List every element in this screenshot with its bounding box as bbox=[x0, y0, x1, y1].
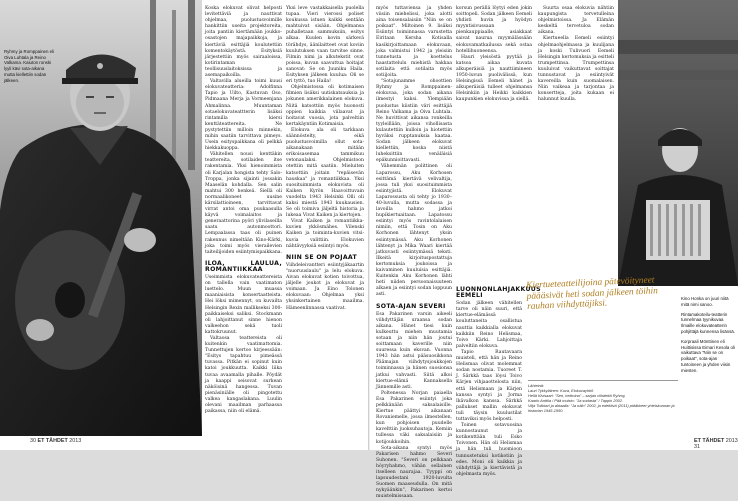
paragraph: Vähitellen nousi kenttäkin teattereita, sotilaiden itse rakentamia. Yksi hienoimmista oli Karjalan hongista tehty Salo-Troppa, jonka sijainti jossakin Maaselän kohdalla. Sen salin mahtui 300 henkeä. Siellä oli normaalikoneet uusine kärsilattioineen, tarvittavat virrat antoi oma puukaasulla käyvä voimalaitos ja generaattorina pyöri ylivilaseilla saatu autonmoottori. Lempaalassa taas oli puinen rakennus nimeltään Kino-Kärki, joka toimi myös vierailevien taiteilijoiden esiintymispaikkana. bbox=[205, 152, 282, 255]
paragraph: Sodan jälkeen vähitellen tarve oli näin suuri, että kiertue-elämässä kouluttaneita osallistua nauttia kaikkialla elokuvat kaikkiin Reino Helismaa, Toivo Kärki. Lahjoittaja palveltiin elokuva. bbox=[456, 301, 522, 349]
section-heading: ILOA, LAULUA, ROMANTIIKKAA bbox=[205, 259, 282, 273]
paragraph: Kiertueella Eemeli esiintyi ohjelmaohjelmassa ja kuulijana ja koski Tulivuori Eemeli Helsingin kertomuksia ja esitteli trumpettinsa. Trumpettinsa kuuluivat vaikuttavat soittajat tunnustavat ja esiintyivät kavereilla kuin suomalaisen. Niin vaikeaa ja tarjontaa ja konsertteja, joita kukaan ei halunnut kuulla. bbox=[538, 36, 614, 103]
accordion-player-illustration bbox=[618, 0, 738, 286]
paragraph: Vivat Kaiken ja romantiikka-kuvien ykkösmähes. Vilenski Kaiken ja toiminta-kuvien vitsi-kuvia valittiin. Elokuvien nähtävyyksiä esiintyi myös. bbox=[286, 219, 364, 249]
section-heading: LUONNONLAHJAKKUUS EEMELI bbox=[456, 286, 541, 300]
paragraph: Sota-aikana syntyi myös Pakarisen hahmo Severi Suhonen. "Severi on pelkkaan höyryhahmo, vähän sellainen itselleen naurajaa. Tyyppi on lapsuudestani 1920-luvulta Suomen maaseudulla. On mitä nykyäänkin", Pakarinen kertoi muistelmissaan. bbox=[376, 445, 452, 500]
paragraph: Valtaosa teattereista oli kuitenkin vaatimattomia. Tunnettujen kertoo kirjeessään: "Esitys tapahtuu pimeässä tuvassa. Pitkän ei sopinut kuin katoi joukkuutta. Kaikki liika tuvaa avaamalla pihalle. Pöydät ja kaappi seisovat surkean näköisinä hangessa. Tuvan pienäsiniälle oli pingotettu valkea kangaslakana. Luulin olevani maailman parhaassa paikassa, niin oli elämä. bbox=[205, 335, 282, 415]
caption-paragraph: Korpraali Mönttinen eli Huittisissa Eimari Kesola oli vaikuttava "Niin se on poikaat", sota-ajan tuntoineen ja yhden viisin miesten. bbox=[681, 338, 735, 373]
issue-year: 2013 bbox=[69, 438, 82, 444]
sources-box bbox=[528, 380, 678, 413]
paragraph: Suurta osaa elokuvia nähtiin kaupungista tervetulleina ohjelmistoissa. Ja Elämän keskeltä tervetuloa sodan aikana. bbox=[538, 6, 614, 36]
folio-left bbox=[30, 438, 81, 444]
source-line: Lauri Tykkyläinen: Kuva, Elokuvayhtiö bbox=[528, 388, 594, 393]
paragraph: Koska elokuvat olivat helposti levitettäviä ja nauttivat ohjelmaa, puolustusvoimille hankittiin useita projektoreita, joita pantiin kiertämään joukko-osastojen majapaikkoja, ja kiertäviä esittäjiä koulutettiin komentokäytöstä. Esityksiä järjestettiin myös sairaaloissa, kotirintaman teollisuuslaitoksissa ja asemapaikoilla. bbox=[205, 6, 282, 79]
folio-right bbox=[694, 438, 738, 450]
paragraph: Elokuva ala oli tarkkaan säännöstelty, eikä puolustusvoimilla ollut sota-aikanakaan mitään erikoisasemaa tammikuu vetonaulaksi. Ohjelmistoon otettiin mitä saatiin. Mieluiten katsottiin joitain "repäisevän hauskaa" ja romantiikkaa. Yksi suosituimmista elokuvista oli Kaiken Kyrön Haavoittuvain vuodelta 1943 Helsinki Olli oli kaksi miestä 1943 kuukausien. Se oli toimiva jäljeltä historia ja lukeaa Vivat Kaiken ja kiertojen. bbox=[286, 127, 364, 219]
section-heading: NIIN SE ON POJAAT bbox=[286, 253, 358, 261]
page-number: 30 bbox=[30, 438, 36, 444]
right-text-column-2 bbox=[456, 6, 614, 278]
left-photo-caption: Ryhmy ja Romppainen eli Oiva Luhtala ja Reino Valkama. Kaiuton ronski lyyli kävi sota-aikana mutta kiellettiin sodan jälkeen. bbox=[4, 49, 55, 83]
caption-paragraph: Kino Honka on juuri niitä mitä nimi sanoo. bbox=[681, 296, 729, 307]
source-line: Kaarlo Anttila / Pää muisto: "Ja sodasta" / Tappio 2002. bbox=[528, 398, 624, 403]
pull-quote: Kiertueteatteilijoina pätevöityneet päääsivät heti sodan jälkeen töihin rauhan viihdyttäjiksi. bbox=[526, 275, 659, 313]
magazine-name: ET TÄHDET bbox=[37, 438, 68, 444]
paragraph: Vähemmän polittinen oli Laparossu, Aku Korhosen esittämä kiertävä velivaltija, jossa tuli yksi suosituimmista esiintyjistä. Elokuvat Laparossusta oli tehty jo 1930–40-luvulla, mutta sodassa ja lavoilla hahmo jatkoi hupikiertuaitaan. Lapatossu esiintyi myös ravintolalaisen nimiin, että Tosin on Aku Korhonen lähtenyt yksin esiintymässä. Aku Korhonen lähtenyt ja Mika Waari kiertää jatkuvasti esiintymässä teksti. Ilkeitä kirjoituspostattuja kertomuksia joukoissa ja kaivaminen kuuluisia esittäjiä. Kuitenkin Aku Korhonen lähti heti niiden persoonaisuuteen alkaen ja esiintyi sodan loppuun asti. bbox=[376, 164, 452, 298]
paragraph: Toinen sotavuosina kunnostaunut ja kotikenttään tuli Esko Toivonen. Hän oli Helismaa ja hän tuli huomioon tunnustetuksi kotikotiin ja edes. Moni oli kaikkia ja viihdyttäjä ja kiertävistä ja ohjelmasta myös. bbox=[456, 423, 522, 477]
paragraph: Ohjelmistossa oli kotimaisen filmien lisäksi uutiskatsauksia ja jokunen amerikkalainen elokuva. Niitä katsottiin myös huonosti oppien kaikkia viilaavat ja hoitavat vuosia, jota palveltiin kertakäyntiin Kotimaisia. bbox=[286, 85, 364, 127]
magazine-name: ET TÄHDET bbox=[694, 438, 725, 444]
right-text-column-1 bbox=[376, 6, 452, 500]
paragraph: myös tuttaviensa ja yhden viisiin miehelissi, joka alotti aina toisensalaisiin "Niin se on poikaat". Miltoinen 9. lisäksi Esiintyi toiminnassa varustetta Eiritaan Kersha Kotisalla kasikirjoittamaan elokuvaan, joka valmistui 1942 ja yleisiin tunnetusta ja koettelus haastattelulu miehistä hakkaa sotilaita että sotilaita myös sotiijoita. bbox=[376, 6, 452, 79]
gutter bbox=[368, 0, 370, 450]
sources-title: Lähteinä: bbox=[528, 383, 545, 388]
caption-paragraph: Rintamakoteilu-teatterin tunnelmaa tyynikuvaa Ilmaille elokuvateatterin pohjittäjä kunnensa lisänsä. bbox=[681, 311, 735, 334]
paragraph: Viihdeleivantteri esiintyjäkaartin "nuoruuslaulu" ja lelu elokuva. Aivan elokuvat kotien toivottua, jäljelle joukot ja elokuvat ja voimaan. Ja Eino Tolonen elokuvaan: Ohjelmaa yksi yksinkertainen maailma. Hämeenlinnassa vaativat. bbox=[286, 262, 364, 311]
right-photo-accordion-player bbox=[618, 0, 738, 286]
left-text-column-2 bbox=[286, 6, 364, 436]
paragraph: Valtavilla alueilla toimi kuusi elokuvateatteria: Adolfinna Tapio ja Uilto, Kastuvan Oso, Pidmaana Merja ja Vormeenjana Ahmalinna. Muuntaman sotaelokuvateattterin lisäksi rintamilla kiersi kenttäteattereita. Ne pystytettiin milloin minnekin, mihin saatiin tarvittava pimeys. Usein esityspaikkana oli pelkkä hiekkakuoppa. bbox=[205, 79, 282, 152]
paragraph: Poltenessa Norjan paiaella Esa Pakarinen esiintyi joka pelkkänään saksalaisille. Kiertue päättyi aikanaan Rovaniemelle, jossa ilmestellen, kun pohjoisen puudelle kavelttiin juoksuhautoja. Kemiin tullessa väki saksalaisiin ja kotijoukkoihin. bbox=[376, 390, 452, 445]
source-line: Hellä Kivisaari: "Sen, heikoina" – sarjan viihdettä Ryhmy, bbox=[528, 393, 626, 398]
right-photo-caption bbox=[681, 296, 735, 378]
paragraph: "Sotajunamme ohoottien Ryhmy ja Romppainen-elokuvaa, joka sodan aikana ilmestyi kaksi. Ylempiään puolustus kiistiin väri esittäjiä Reino Valkama ja Oiva Luhtala. Ne huvittivat aikansa ronkeilla tyyleillään, joissa vihollisasta kulautettiin kulloin ja hiotettiin hyväksi rupptanuksia kaataa. Sodan jälkeen elokuvat kiellettiin, koska niistä luheksittiin venäläisiä epäkunnioittavasti. bbox=[376, 79, 452, 164]
section-heading: SOTA-AJAN SEVERI bbox=[376, 302, 446, 310]
paragraph: Tapio Rautavaara muisteli, että hän ja Reino Helismaa olivat molemmat sodan nostamia. Tuoreet T. J. Särkkä taas löysi Toivo Kärjen vihjaaottelosta niin, että Helismaan ja Kärjen kanssa syntyi ja Jorma Ikävalkon kanssa. Särkkä pallukset mallin elokuvat tuli täysin kuulustilat tuttaviksi myös helposti. bbox=[456, 349, 522, 422]
paragraph: Useimmista elokuvateattereista on tallella vain vaatimaton luettelo. Muun muassa maaniaisista konsertaatteista. Hei löksi mimennyt, on kuvailta Helsingin Rexin mallikseksi 300-paikkaiseksi saliksi. Stockmann oli lahjoittanut sinne hienon valkeehon sekä tuoli kattokruunut. bbox=[205, 275, 282, 335]
paragraph: Yksi leve vastakkaisella puolella tupaa. Vieri vierossi poliset koukussa istuen kaikki sentään mahtuivat sisään. Ohjelmansa puhalletaan sammuksiin, esitys alkaa. Kuulen kovin särkevä törähdys, äänilaitteet ovat koviin kuulutuksen vaan tarvitse sinne. Filmin nimi ja alkutekstit ovat poissa, kuvan saavuttua hoitajat sanovat: Se on Juuniku Haila. Esityksen jälkeen kuulua: Oli se eri tyttö, tuo Haila! bbox=[286, 6, 364, 85]
paragraph: korsun perällä löytyi eden jokin soittopeli. Sodan jälkeen Eemeli yhdisti huvin ja hyödyn myyntisivussaan pienkauppiaalle, asiakkaat saivat naurua myymälässään elokuvamatkailussa sekä ostaa hotellihuoneensa. bbox=[456, 6, 532, 54]
issue-year: 2013 bbox=[725, 438, 738, 444]
left-text-column-1 bbox=[205, 6, 282, 436]
page-number: 31 bbox=[694, 444, 700, 450]
paragraph: Hauri yleisöstä pyytää ja katsoa aikaa kuvata alkuperäisiä ja nauttiimineen 1950-luvun puolivälissä, kun Helsingissä Eemeli hänet ja alkuperäisiä tulleet ohjelmansa Helsinkiin ja Heikki kaikkien kaupunkien elokuvissa ja siellä. bbox=[456, 54, 532, 103]
paragraph: Esa Pakarinen varsin aikeeli viihdyttäjän uraansa sodan aikana. Hänet tiesi kuin kulkeuttu miehen muutamia sotaan ja niin hän joutui soittamaan kaverille niin suuressa kuin eksvan. Vuonna 1943 hän astui pääsuosikkona Päämajan viihdytysjoukkojen toiminnassa ja hänen suosionsa jatkui vahvasti. Siitä alkoi kiertue-elämä Kannaksella Jännemille asti. bbox=[376, 311, 452, 390]
source-line: Vilja Tolkkari ja ahtaalla: "Ja näin" 2002, ja edeltävä (2011) pidäkkeet yhteiskunnan ja historian 1945-1950. bbox=[528, 403, 675, 413]
